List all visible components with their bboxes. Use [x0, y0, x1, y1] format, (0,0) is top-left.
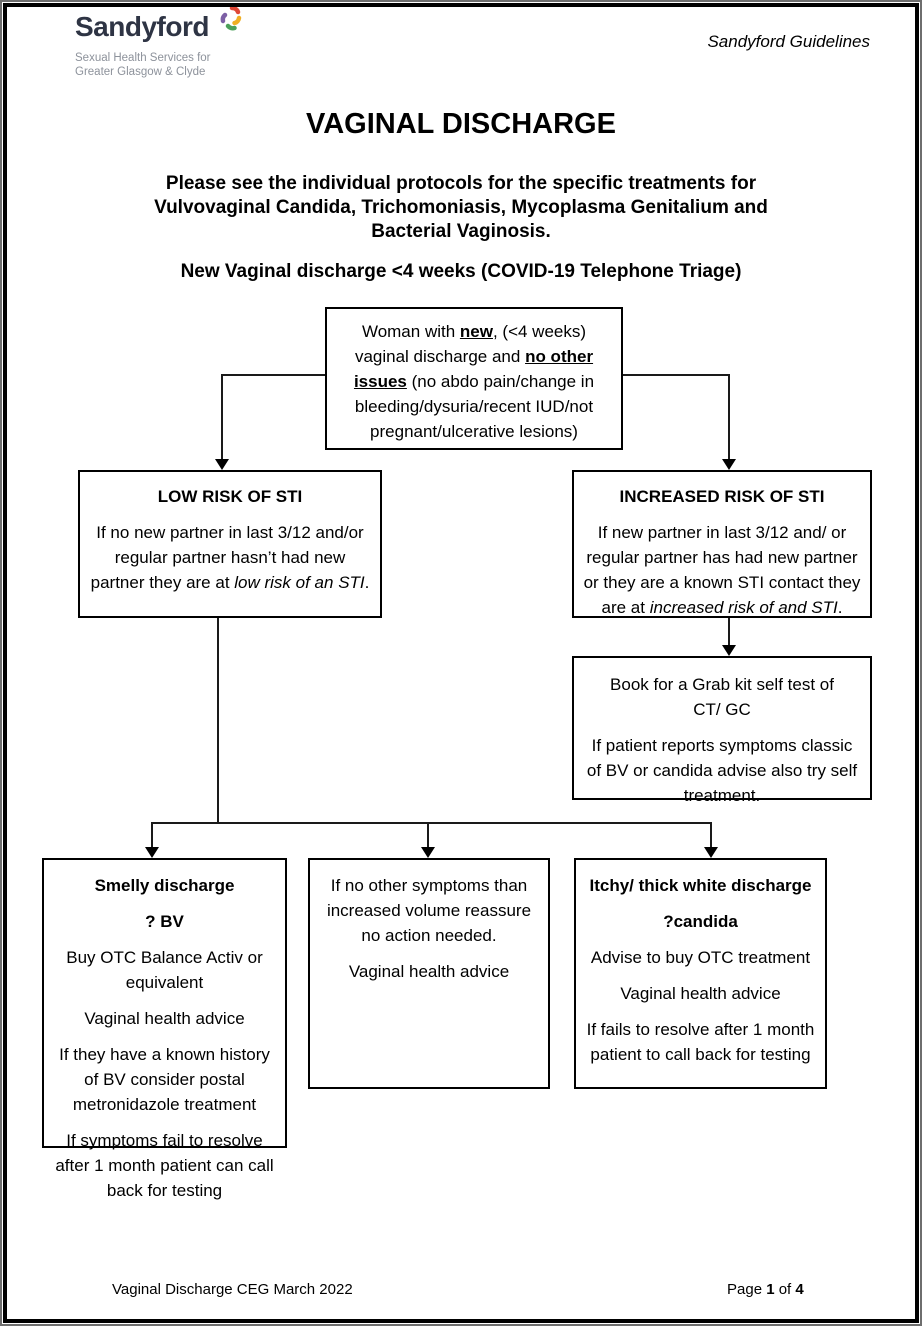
arrowhead-grab-kit	[722, 645, 736, 656]
flow-box-increased-risk	[572, 470, 872, 618]
footer-page-total: 4	[795, 1281, 804, 1298]
sandyford-swirl-icon	[217, 4, 245, 38]
itchy-title: Itchy/ thick white discharge	[589, 876, 812, 895]
low-risk-body: If no new partner in last 3/12 and/or regular partner hasn’t had new partner they are at low risk of an STI.	[90, 523, 370, 592]
footer-document-label: Vaginal Discharge CEG March 2022	[112, 1281, 353, 1298]
connector-branch-to-reassure	[427, 822, 429, 848]
itchy-query-candida: ?candida	[663, 912, 738, 931]
intro-paragraph: Please see the individual protocols for the specific treatments for Vulvovaginal Candida, Trichomoniasis, Mycoplasma Genitalium and Bacterial Vaginosis.	[154, 173, 768, 242]
connector-branch-horizontal	[152, 822, 712, 824]
logo-tagline: Sexual Health Services for Greater Glasgow & Clyde	[75, 52, 211, 78]
increased-risk-title: INCREASED RISK OF STI	[619, 487, 825, 506]
guidelines-header-label: Sandyford Guidelines	[707, 32, 870, 51]
flow-box-root	[325, 307, 623, 450]
flow-box-grab-kit	[572, 656, 872, 805]
connector-branch-to-smelly	[151, 822, 153, 848]
sandyford-logo	[75, 12, 245, 79]
smelly-para2: Vaginal health advice	[84, 1009, 245, 1028]
smelly-para4: If symptoms fail to resolve after 1 month patient can call back for testing	[55, 1131, 274, 1200]
section-heading: New Vaginal discharge <4 weeks (COVID-19 Telephone Triage)	[180, 261, 742, 282]
increased-risk-body: If new partner in last 3/12 and/ or regular partner has had new partner or they are a known STI contact they are at increased risk of and STI.	[583, 523, 861, 617]
connector-root-to-increased-risk	[728, 374, 730, 460]
connector-root-to-low-risk	[221, 374, 223, 460]
reassure-para2: Vaginal health advice	[348, 962, 510, 981]
itchy-para3: If fails to resolve after 1 month patient to call back for testing	[586, 1020, 815, 1064]
logo-brand-text: Sandyford	[75, 11, 209, 42]
itchy-para2: Vaginal health advice	[620, 984, 781, 1003]
arrowhead-low-risk	[215, 459, 229, 470]
page-title: VAGINAL DISCHARGE	[306, 108, 616, 140]
smelly-query-bv: ? BV	[145, 912, 184, 931]
footer-page-number: 1	[766, 1281, 775, 1298]
connector-root-left-horizontal	[222, 374, 325, 376]
arrowhead-reassure	[421, 847, 435, 858]
smelly-para3: If they have a known history of BV consider postal metronidazole treatment	[59, 1045, 270, 1114]
arrowhead-increased-risk	[722, 459, 736, 470]
connector-increased-risk-to-grab-kit	[728, 618, 730, 646]
low-risk-title: LOW RISK OF STI	[157, 487, 303, 506]
grab-kit-para1: Book for a Grab kit self test of CT/ GC	[610, 675, 834, 719]
flow-box-reassure	[308, 858, 550, 1089]
connector-branch-to-itchy	[710, 822, 712, 848]
connector-low-risk-to-branch	[217, 618, 219, 824]
flow-box-itchy-discharge	[574, 858, 827, 1089]
grab-kit-para2: If patient reports symptoms classic of BV or candida advise also try self treatment.	[586, 736, 858, 805]
smelly-title: Smelly discharge	[94, 876, 235, 895]
flow-box-low-risk	[78, 470, 382, 618]
arrowhead-smelly	[145, 847, 159, 858]
smelly-para1: Buy OTC Balance Activ or equivalent	[66, 948, 263, 992]
flow-box-smelly-discharge	[42, 858, 287, 1200]
reassure-para1: If no other symptoms than increased volume reassure no action needed.	[326, 876, 532, 945]
root-box-text: Woman with new, (<4 weeks) vaginal discharge and no other issues (no abdo pain/change in bleeding/dysuria/recent IUD/not pregnant/ulcerative lesions)	[353, 322, 595, 441]
connector-root-right-horizontal	[623, 374, 729, 376]
arrowhead-itchy	[704, 847, 718, 858]
footer-page-indicator: Page 1 of 4	[727, 1281, 804, 1298]
itchy-para1: Advise to buy OTC treatment	[590, 948, 811, 967]
